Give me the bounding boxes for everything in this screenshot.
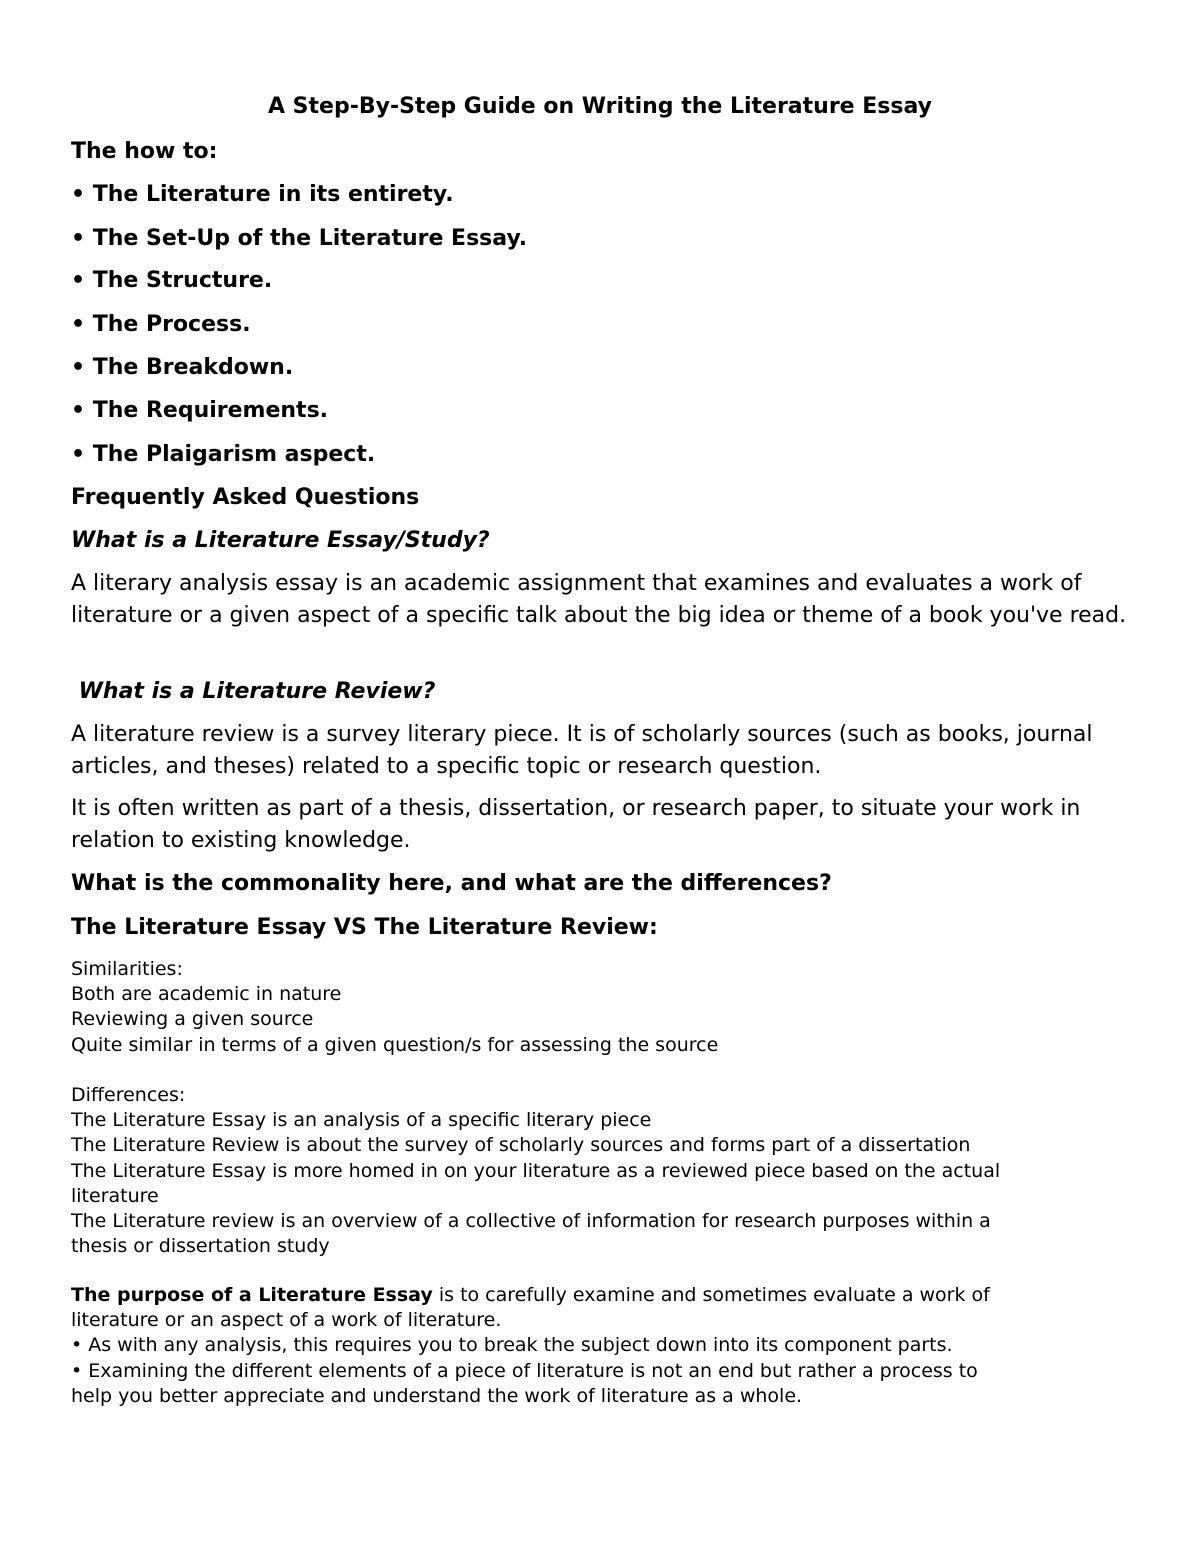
howto-heading: The how to: — [71, 139, 218, 164]
difference-item: literature — [71, 1184, 159, 1207]
purpose-bullet-continuation: help you better appreciate and understand the work of literature as a whole. — [71, 1384, 803, 1407]
question-commonality: What is the commonality here, and what are the differences? — [71, 871, 832, 896]
purpose-bold-lead: The purpose of a Literature Essay — [71, 1284, 433, 1306]
faq-heading: Frequently Asked Questions — [71, 485, 420, 510]
purpose-bullet: • Examining the different elements of a piece of literature is not an end but rather a process to — [71, 1359, 978, 1382]
howto-item: • The Literature in its entirety. — [71, 182, 454, 207]
similarities-label: Similarities: — [71, 958, 183, 980]
howto-item: • The Structure. — [71, 268, 273, 293]
similarity-item: Both are academic in nature — [71, 983, 342, 1006]
purpose-bullet: • As with any analysis, this requires you to break the subject down into its component parts. — [71, 1334, 953, 1357]
vs-heading: The Literature Essay VS The Literature Review: — [71, 915, 658, 940]
answer-literature-review-p1: A literature review is a survey literary piece. It is of scholarly sources (such as books, journal articles, and theses) related to a specific topic or research question. — [71, 722, 1093, 779]
question-literature-review: What is a Literature Review? — [71, 679, 436, 704]
purpose-text: is to carefully examine and sometimes evaluate a work of — [432, 1284, 990, 1306]
page-title: A Step-By-Step Guide on Writing the Literature Essay — [268, 94, 932, 119]
howto-item: • The Process. — [71, 312, 251, 337]
difference-item: The Literature Essay is an analysis of a specific literary piece — [71, 1109, 652, 1132]
similarity-item: Reviewing a given source — [71, 1008, 314, 1031]
answer-literature-review-p2: It is often written as part of a thesis, dissertation, or research paper, to situate your work in relation to existing knowledge. — [71, 796, 1081, 853]
purpose-line-2: literature or an aspect of a work of literature. — [71, 1309, 502, 1332]
differences-label: Differences: — [71, 1084, 186, 1106]
answer-literature-essay: A literary analysis essay is an academic assignment that examines and evaluates a work of literature or a given aspect of a specific talk about the big idea or theme of a book you've read. — [71, 571, 1127, 628]
purpose-line — [71, 1283, 1131, 1308]
similarity-item: Quite similar in terms of a given question/s for assessing the source — [71, 1033, 719, 1056]
difference-item: The Literature Review is about the survey of scholarly sources and forms part of a dissertation — [71, 1134, 971, 1157]
howto-item: • The Requirements. — [71, 398, 329, 423]
similarities-section — [71, 957, 1131, 1058]
difference-item: The Literature review is an overview of a collective of information for research purposes within a — [71, 1210, 991, 1233]
howto-item: • The Plaigarism aspect. — [71, 442, 376, 467]
question-literature-essay: What is a Literature Essay/Study? — [71, 528, 490, 553]
difference-item: thesis or dissertation study — [71, 1235, 330, 1258]
purpose-section — [71, 1283, 1131, 1409]
difference-item: The Literature Essay is more homed in on your literature as a reviewed piece based on the actual — [71, 1159, 1001, 1182]
differences-section — [71, 1083, 1131, 1259]
howto-item: • The Breakdown. — [71, 355, 294, 380]
howto-item: • The Set-Up of the Literature Essay. — [71, 226, 528, 251]
